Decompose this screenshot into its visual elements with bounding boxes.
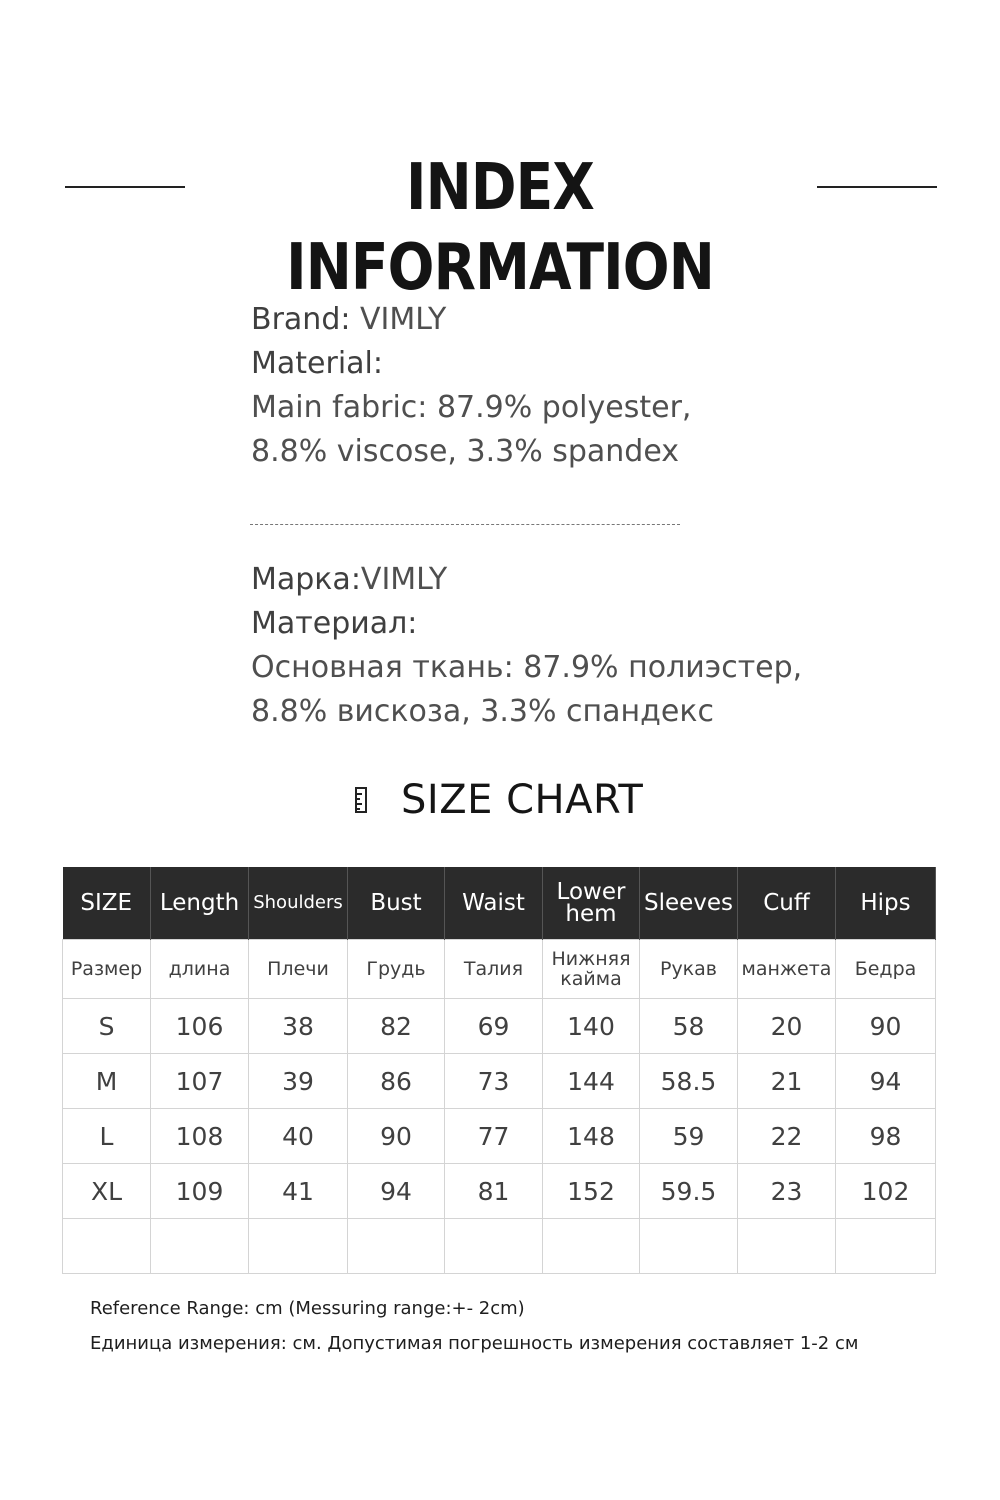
table-cell: 81 [445,1164,543,1219]
info-english [251,298,691,474]
col-header: Waist [445,867,543,940]
table-cell: 106 [151,999,249,1054]
col-header-ru: Талия [445,940,543,999]
col-header-ru: Нижняя кайма [543,940,640,999]
page-header [0,148,1000,305]
header-right-rule [817,186,937,188]
col-header: Length [151,867,249,940]
table-cell: 94 [836,1054,936,1109]
col-header: SIZE [63,867,151,940]
table-row [63,999,936,1054]
col-header-ru: длина [151,940,249,999]
size-chart-heading [355,770,643,830]
table-cell: 90 [348,1109,445,1164]
size-chart-title: SIZE CHART [401,777,644,823]
table-cell: 58 [640,999,738,1054]
table-cell: 90 [836,999,936,1054]
table-cell: 107 [151,1054,249,1109]
table-cell: XL [63,1164,151,1219]
table-cell: M [63,1054,151,1109]
table-cell [738,1219,836,1274]
material-line-1: Main fabric: 87.9% polyester, [251,390,692,425]
material-label-ru: Материал: [251,606,418,641]
reference-note-ru: Единица измерения: см. Допустимая погрешность измерения составляет 1-2 см [90,1333,859,1354]
table-cell [836,1219,936,1274]
table-cell: 21 [738,1054,836,1109]
header-left-rule [65,186,185,188]
table-cell: 38 [249,999,348,1054]
table-cell: 82 [348,999,445,1054]
table-cell: 59 [640,1109,738,1164]
table-cell: 39 [249,1054,348,1109]
table-cell: 40 [249,1109,348,1164]
col-header: Bust [348,867,445,940]
col-header-ru: Рукав [640,940,738,999]
col-header-ru: Грудь [348,940,445,999]
brand-label: Brand: [251,302,351,337]
header-row-ru [63,940,936,999]
col-header: Shoulders [249,867,348,940]
col-header-ru: Размер [63,940,151,999]
table-cell [63,1219,151,1274]
table-cell: 98 [836,1109,936,1164]
col-header: Cuff [738,867,836,940]
table-cell: 144 [543,1054,640,1109]
brand-line-ru [251,558,802,602]
table-row [63,1164,936,1219]
table-cell: 152 [543,1164,640,1219]
col-header-ru: Бедра [836,940,936,999]
table-cell: 148 [543,1109,640,1164]
table-cell: 86 [348,1054,445,1109]
table-cell: 77 [445,1109,543,1164]
material-line-2: 8.8% viscose, 3.3% spandex [251,434,680,469]
table-cell: 23 [738,1164,836,1219]
page-title: INDEX INFORMATION [286,151,714,305]
material-label: Material: [251,346,383,381]
section-divider [250,524,680,525]
table-cell: 108 [151,1109,249,1164]
table-cell: S [63,999,151,1054]
table-cell [640,1219,738,1274]
brand-value: VIMLY [360,302,447,337]
table-cell: 109 [151,1164,249,1219]
size-table [62,867,936,1274]
table-cell: L [63,1109,151,1164]
col-header: Lower hem [543,867,640,940]
table-cell: 22 [738,1109,836,1164]
brand-label-ru: Марка: [251,562,361,597]
table-cell: 94 [348,1164,445,1219]
material-line-2-ru: 8.8% вискоза, 3.3% спандекс [251,694,714,729]
ruler-icon [355,787,367,813]
notes [90,1294,858,1364]
table-cell [445,1219,543,1274]
col-header-ru: манжета [738,940,836,999]
material-line-1-ru: Основная ткань: 87.9% полиэстер, [251,650,803,685]
table-cell: 140 [543,999,640,1054]
table-cell: 73 [445,1054,543,1109]
table-cell: 20 [738,999,836,1054]
table-cell [543,1219,640,1274]
reference-note: Reference Range: cm (Messuring range:+- 2cm) [90,1298,525,1319]
table-cell [151,1219,249,1274]
table-cell: 69 [445,999,543,1054]
header-row [63,867,936,940]
col-header: Sleeves [640,867,738,940]
brand-line [251,298,691,342]
table-row [63,1109,936,1164]
table-row [63,1054,936,1109]
table-cell: 102 [836,1164,936,1219]
table-row-empty [63,1219,936,1274]
info-russian [251,558,802,734]
col-header-ru: Плечи [249,940,348,999]
col-header: Hips [836,867,936,940]
table-cell: 41 [249,1164,348,1219]
table-cell [348,1219,445,1274]
table-cell: 59.5 [640,1164,738,1219]
brand-value-ru: VIMLY [360,562,448,597]
table-cell: 58.5 [640,1054,738,1109]
table-cell [249,1219,348,1274]
